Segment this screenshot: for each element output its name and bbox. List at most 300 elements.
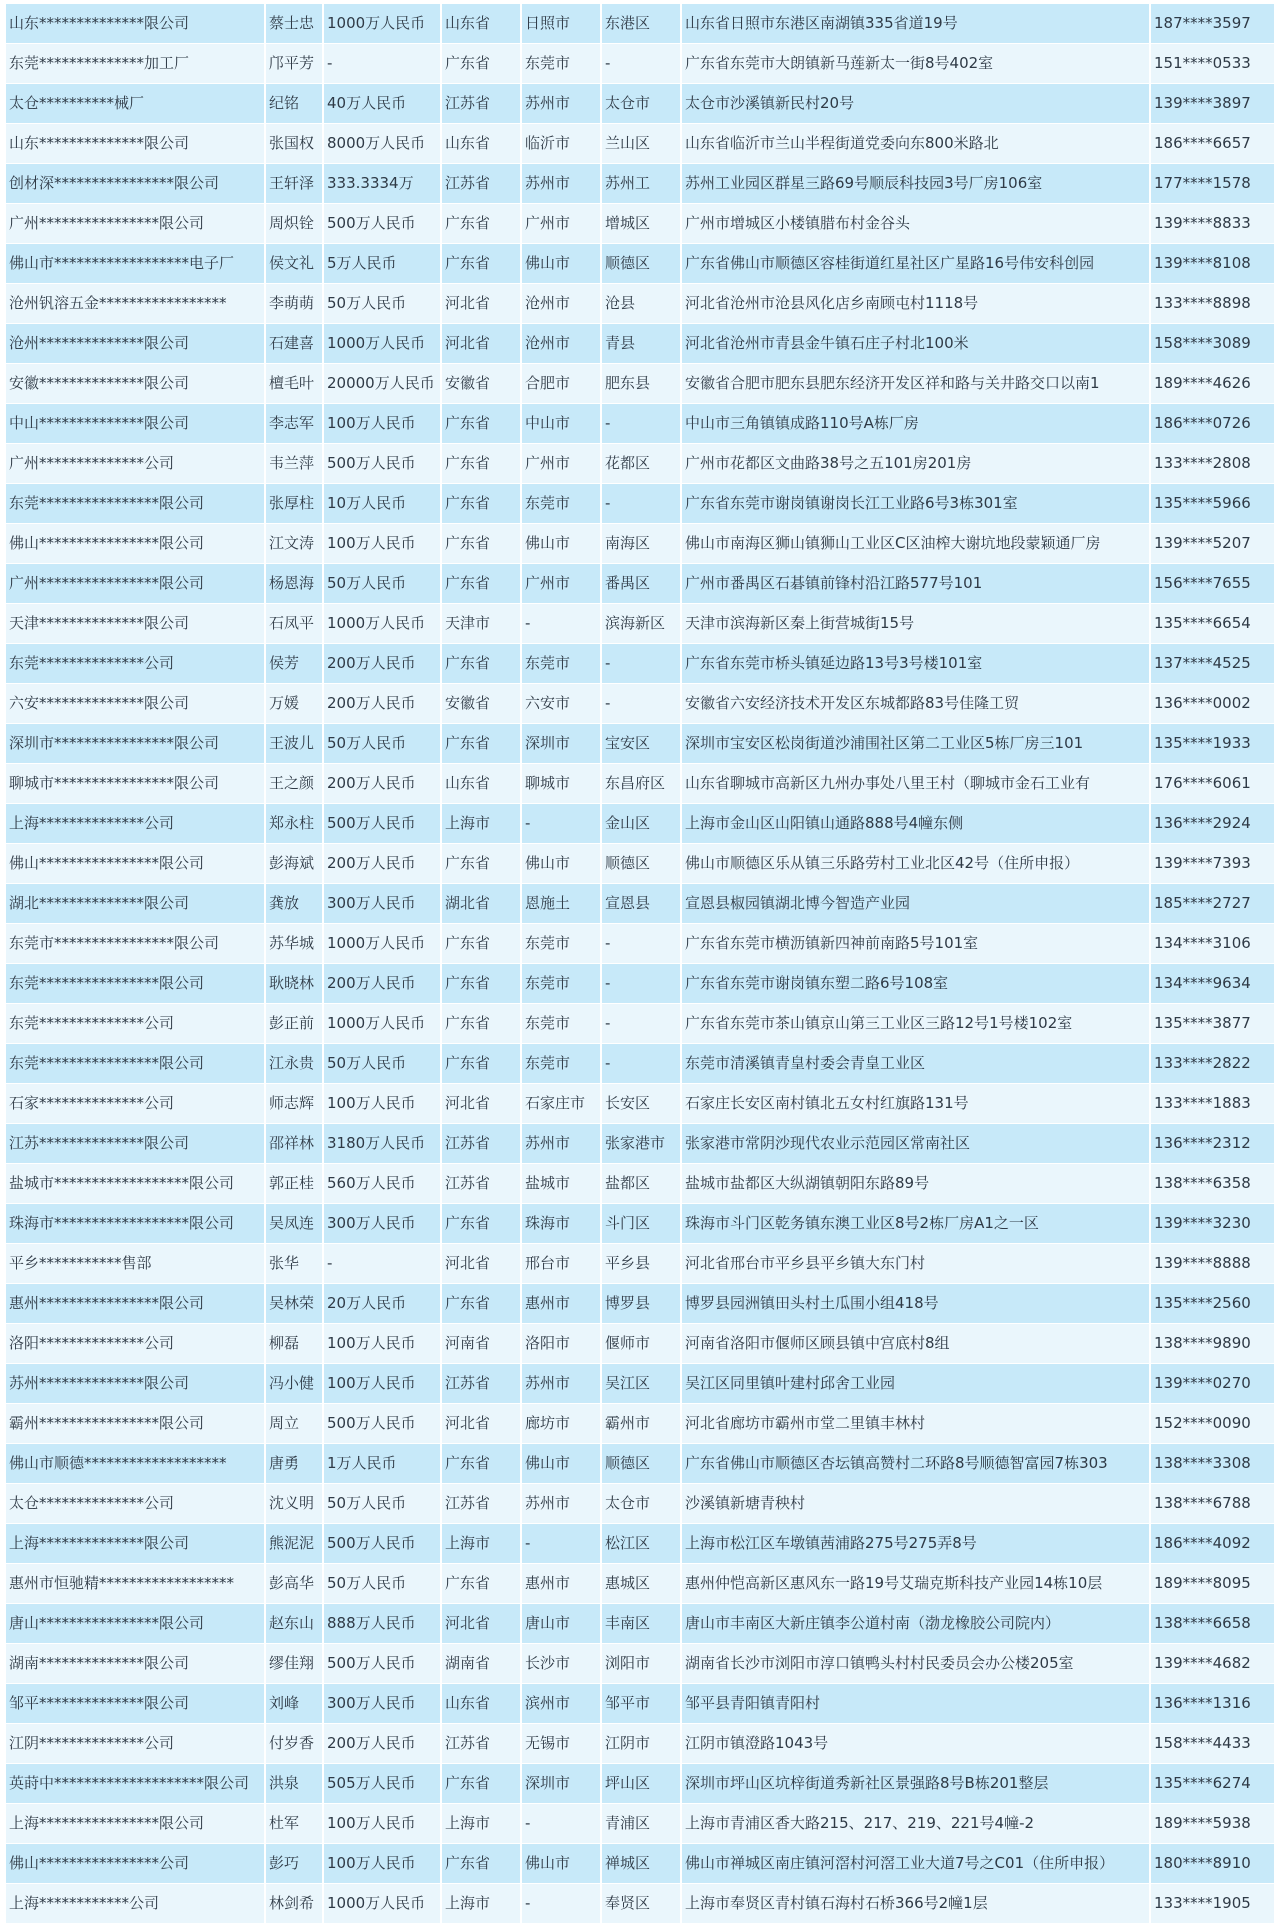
province-cell: 广东省 (442, 644, 522, 683)
legal-person-cell: 张国权 (266, 124, 324, 163)
registered-capital-cell: 500万人民币 (324, 804, 442, 843)
table-row (6, 1724, 1274, 1764)
table-row (6, 1684, 1274, 1724)
company-name-cell: 创材深****************限公司 (6, 164, 266, 203)
company-name-cell: 东莞**************加工厂 (6, 44, 266, 83)
registered-capital-cell: 50万人民币 (324, 1484, 442, 1523)
district-cell: 张家港市 (602, 1124, 682, 1163)
table-row (6, 324, 1274, 364)
province-cell: 河南省 (442, 1324, 522, 1363)
address-cell: 博罗县园洲镇田头村土瓜围小组418号 (682, 1284, 1151, 1323)
address-cell: 广州市花都区文曲路38号之五101房201房 (682, 444, 1151, 483)
address-cell: 河南省洛阳市偃师区顾县镇中宫底村8组 (682, 1324, 1151, 1363)
registered-capital-cell: 1000万人民币 (324, 924, 442, 963)
table-row (6, 204, 1274, 244)
phone-cell: 187****3597 (1154, 14, 1251, 32)
registered-capital-cell: 100万人民币 (324, 1804, 442, 1843)
province-cell: 湖南省 (442, 1644, 522, 1683)
phone-cell: 139****5207 (1154, 534, 1251, 552)
district-cell: 丰南区 (602, 1604, 682, 1643)
legal-person-cell: 付岁香 (266, 1724, 324, 1763)
phone-cell: 133****2822 (1154, 1054, 1251, 1072)
city-cell: 无锡市 (522, 1724, 602, 1763)
province-cell: 湖北省 (442, 884, 522, 923)
phone-cell: 151****0533 (1154, 54, 1251, 72)
table-row (6, 964, 1274, 1004)
province-cell: 广东省 (442, 1044, 522, 1083)
registered-capital-cell: - (324, 1244, 442, 1283)
city-cell: - (522, 804, 602, 843)
district-cell: 江阴市 (602, 1724, 682, 1763)
legal-person-cell: 侯文礼 (266, 244, 324, 283)
province-cell: 河北省 (442, 1244, 522, 1283)
address-cell: 河北省廊坊市霸州市堂二里镇丰林村 (682, 1404, 1151, 1443)
address-cell: 石家庄长安区南村镇北五女村红旗路131号 (682, 1084, 1151, 1123)
table-row (6, 1084, 1274, 1124)
table-row (6, 1644, 1274, 1684)
district-cell: 禅城区 (602, 1844, 682, 1883)
company-name-cell: 天津**************限公司 (6, 604, 266, 643)
city-cell: 佛山市 (522, 524, 602, 563)
table-row (6, 1244, 1274, 1284)
table-row (6, 1844, 1274, 1884)
registered-capital-cell: 560万人民币 (324, 1164, 442, 1203)
legal-person-cell: 江文涛 (266, 524, 324, 563)
company-name-cell: 深圳市****************限公司 (6, 724, 266, 763)
address-cell: 安徽省六安经济技术开发区东城都路83号佳隆工贸 (682, 684, 1151, 723)
province-cell: 江苏省 (442, 1364, 522, 1403)
table-row (6, 124, 1274, 164)
table-row (6, 884, 1274, 924)
table-row (6, 1764, 1274, 1804)
legal-person-cell: 王波儿 (266, 724, 324, 763)
registered-capital-cell: 333.3334万 (324, 164, 442, 203)
province-cell: 广东省 (442, 1564, 522, 1603)
legal-person-cell: 侯芳 (266, 644, 324, 683)
city-cell: 洛阳市 (522, 1324, 602, 1363)
company-name-cell: 湖北**************限公司 (6, 884, 266, 923)
phone-cell: 138****6358 (1154, 1174, 1251, 1192)
city-cell: 东莞市 (522, 924, 602, 963)
province-cell: 广东省 (442, 924, 522, 963)
province-cell: 广东省 (442, 844, 522, 883)
table-row (6, 364, 1274, 404)
registered-capital-cell: 200万人民币 (324, 844, 442, 883)
registered-capital-cell: 500万人民币 (324, 1524, 442, 1563)
company-name-cell: 佛山****************公司 (6, 1844, 266, 1883)
company-name-cell: 洛阳**************公司 (6, 1324, 266, 1363)
address-cell: 广东省东莞市横沥镇新四神前南路5号101室 (682, 924, 1151, 963)
province-cell: 山东省 (442, 124, 522, 163)
phone-cell: 186****0726 (1154, 414, 1251, 432)
registered-capital-cell: 50万人民币 (324, 284, 442, 323)
legal-person-cell: 彭巧 (266, 1844, 324, 1883)
province-cell: 江苏省 (442, 1724, 522, 1763)
legal-person-cell: 唐勇 (266, 1444, 324, 1483)
phone-cell: 139****8108 (1154, 254, 1251, 272)
city-cell: 佛山市 (522, 1844, 602, 1883)
phone-cell: 186****4092 (1154, 1534, 1251, 1552)
phone-cell: 139****0270 (1154, 1374, 1251, 1392)
address-cell: 广东省佛山市顺德区杏坛镇高赞村二环路8号顺德智富园7栋303 (682, 1444, 1151, 1483)
legal-person-cell: 缪佳翔 (266, 1644, 324, 1683)
province-cell: 上海市 (442, 1524, 522, 1563)
legal-person-cell: 杜军 (266, 1804, 324, 1843)
province-cell: 广东省 (442, 1204, 522, 1243)
district-cell: 番禺区 (602, 564, 682, 603)
phone-cell: 185****2727 (1154, 894, 1251, 912)
city-cell: 深圳市 (522, 724, 602, 763)
city-cell: 苏州市 (522, 84, 602, 123)
address-cell: 湖南省长沙市浏阳市淳口镇鸭头村村民委员会办公楼205室 (682, 1644, 1151, 1683)
district-cell: - (602, 1004, 682, 1043)
district-cell: 松江区 (602, 1524, 682, 1563)
registered-capital-cell: 1万人民币 (324, 1444, 442, 1483)
legal-person-cell: 沈义明 (266, 1484, 324, 1523)
province-cell: 江苏省 (442, 1164, 522, 1203)
phone-cell: 138****9890 (1154, 1334, 1251, 1352)
city-cell: 东莞市 (522, 484, 602, 523)
legal-person-cell: 张华 (266, 1244, 324, 1283)
district-cell: 盐都区 (602, 1164, 682, 1203)
address-cell: 河北省沧州市青县金牛镇石庄子村北100米 (682, 324, 1151, 363)
phone-cell: 136****2312 (1154, 1134, 1251, 1152)
table-row (6, 644, 1274, 684)
address-cell: 广东省东莞市茶山镇京山第三工业区三路12号1号楼102室 (682, 1004, 1151, 1043)
company-name-cell: 邹平**************限公司 (6, 1684, 266, 1723)
table-row (6, 524, 1274, 564)
district-cell: - (602, 924, 682, 963)
city-cell: 石家庄市 (522, 1084, 602, 1123)
phone-cell: 135****6274 (1154, 1774, 1251, 1792)
phone-cell: 189****8095 (1154, 1574, 1251, 1592)
legal-person-cell: 周立 (266, 1404, 324, 1443)
city-cell: 惠州市 (522, 1564, 602, 1603)
table-row (6, 1164, 1274, 1204)
phone-cell: 135****2560 (1154, 1294, 1251, 1312)
province-cell: 上海市 (442, 1804, 522, 1843)
address-cell: 盐城市盐都区大纵湖镇朝阳东路89号 (682, 1164, 1151, 1203)
district-cell: 顺德区 (602, 1444, 682, 1483)
city-cell: 盐城市 (522, 1164, 602, 1203)
legal-person-cell: 师志辉 (266, 1084, 324, 1123)
registered-capital-cell: 200万人民币 (324, 684, 442, 723)
legal-person-cell: 赵东山 (266, 1604, 324, 1643)
phone-cell: 189****4626 (1154, 374, 1251, 392)
company-name-cell: 沧州钒溶五金***************** (6, 284, 266, 323)
phone-cell: 136****2924 (1154, 814, 1251, 832)
province-cell: 河北省 (442, 284, 522, 323)
phone-cell: 180****8910 (1154, 1854, 1251, 1872)
address-cell: 佛山市禅城区南庄镇河滘村河滘工业大道7号之C01（住所申报） (682, 1844, 1151, 1883)
address-cell: 珠海市斗门区乾务镇东澳工业区8号2栋厂房A1之一区 (682, 1204, 1151, 1243)
table-row (6, 804, 1274, 844)
company-name-cell: 山东**************限公司 (6, 4, 266, 43)
legal-person-cell: 苏华城 (266, 924, 324, 963)
registered-capital-cell: 50万人民币 (324, 724, 442, 763)
address-cell: 广州市增城区小楼镇腊布村金谷头 (682, 204, 1151, 243)
registered-capital-cell: 500万人民币 (324, 204, 442, 243)
registered-capital-cell: 200万人民币 (324, 764, 442, 803)
address-cell: 山东省临沂市兰山半程街道党委向东800米路北 (682, 124, 1151, 163)
legal-person-cell: 石建喜 (266, 324, 324, 363)
registered-capital-cell: 100万人民币 (324, 1844, 442, 1883)
company-name-cell: 盐城市******************限公司 (6, 1164, 266, 1203)
province-cell: 广东省 (442, 964, 522, 1003)
company-name-cell: 安徽**************限公司 (6, 364, 266, 403)
address-cell: 唐山市丰南区大新庄镇李公道村南（渤龙橡胶公司院内） (682, 1604, 1151, 1643)
district-cell: 吴江区 (602, 1364, 682, 1403)
city-cell: 合肥市 (522, 364, 602, 403)
registered-capital-cell: 200万人民币 (324, 644, 442, 683)
phone-cell: 136****0002 (1154, 694, 1251, 712)
address-cell: 天津市滨海新区秦上街营城街15号 (682, 604, 1151, 643)
district-cell: 博罗县 (602, 1284, 682, 1323)
table-row (6, 1204, 1274, 1244)
registered-capital-cell: 100万人民币 (324, 404, 442, 443)
province-cell: 河北省 (442, 324, 522, 363)
city-cell: 广州市 (522, 444, 602, 483)
legal-person-cell: 龚放 (266, 884, 324, 923)
table-row (6, 764, 1274, 804)
province-cell: 山东省 (442, 764, 522, 803)
phone-cell: 135****1933 (1154, 734, 1251, 752)
company-name-cell: 东莞**************公司 (6, 1004, 266, 1043)
registered-capital-cell: 100万人民币 (324, 1324, 442, 1363)
table-row (6, 1004, 1274, 1044)
province-cell: 江苏省 (442, 1484, 522, 1523)
city-cell: 中山市 (522, 404, 602, 443)
city-cell: 东莞市 (522, 644, 602, 683)
company-name-cell: 霸州****************限公司 (6, 1404, 266, 1443)
address-cell: 上海市奉贤区青村镇石海村石桥366号2幢1层 (682, 1884, 1151, 1923)
legal-person-cell: 石凤平 (266, 604, 324, 643)
registered-capital-cell: 1000万人民币 (324, 1884, 442, 1923)
phone-cell: 139****8888 (1154, 1254, 1251, 1272)
legal-person-cell: 林剑希 (266, 1884, 324, 1923)
legal-person-cell: 吴林荣 (266, 1284, 324, 1323)
company-name-cell: 六安**************限公司 (6, 684, 266, 723)
address-cell: 广东省东莞市谢岗镇谢岗长江工业路6号3栋301室 (682, 484, 1151, 523)
district-cell: - (602, 644, 682, 683)
phone-cell: 139****7393 (1154, 854, 1251, 872)
province-cell: 广东省 (442, 564, 522, 603)
legal-person-cell: 耿晓林 (266, 964, 324, 1003)
city-cell: - (522, 1804, 602, 1843)
province-cell: 山东省 (442, 1684, 522, 1723)
legal-person-cell: 檀毛叶 (266, 364, 324, 403)
district-cell: 青浦区 (602, 1804, 682, 1843)
phone-cell: 134****9634 (1154, 974, 1251, 992)
address-cell: 佛山市南海区狮山镇狮山工业区C区油榨大谢坑地段蒙颖通厂房 (682, 524, 1151, 563)
district-cell: 花都区 (602, 444, 682, 483)
table-row (6, 84, 1274, 124)
phone-cell: 139****4682 (1154, 1654, 1251, 1672)
company-name-cell: 广州**************公司 (6, 444, 266, 483)
city-cell: 邢台市 (522, 1244, 602, 1283)
district-cell: 太仓市 (602, 84, 682, 123)
address-cell: 东莞市清溪镇青皇村委会青皇工业区 (682, 1044, 1151, 1083)
address-cell: 沙溪镇新塘青秧村 (682, 1484, 1151, 1523)
province-cell: 广东省 (442, 404, 522, 443)
city-cell: 广州市 (522, 204, 602, 243)
phone-cell: 186****6657 (1154, 134, 1251, 152)
company-table (6, 4, 1274, 1924)
registered-capital-cell: 100万人民币 (324, 524, 442, 563)
address-cell: 上海市松江区车墩镇茜浦路275号275弄8号 (682, 1524, 1151, 1563)
table-row (6, 1124, 1274, 1164)
table-row (6, 1524, 1274, 1564)
city-cell: 聊城市 (522, 764, 602, 803)
registered-capital-cell: 50万人民币 (324, 564, 442, 603)
address-cell: 安徽省合肥市肥东县肥东经济开发区祥和路与关井路交口以南1 (682, 364, 1151, 403)
company-name-cell: 东莞****************限公司 (6, 1044, 266, 1083)
table-row (6, 4, 1274, 44)
city-cell: 滨州市 (522, 1684, 602, 1723)
province-cell: 山东省 (442, 4, 522, 43)
district-cell: 宣恩县 (602, 884, 682, 923)
legal-person-cell: 彭高华 (266, 1564, 324, 1603)
legal-person-cell: 韦兰萍 (266, 444, 324, 483)
table-row (6, 1404, 1274, 1444)
district-cell: 顺德区 (602, 244, 682, 283)
city-cell: 唐山市 (522, 1604, 602, 1643)
legal-person-cell: 周炽铨 (266, 204, 324, 243)
registered-capital-cell: 1000万人民币 (324, 4, 442, 43)
company-name-cell: 太仓**********械厂 (6, 84, 266, 123)
registered-capital-cell: 1000万人民币 (324, 604, 442, 643)
city-cell: 珠海市 (522, 1204, 602, 1243)
company-name-cell: 江阴**************公司 (6, 1724, 266, 1763)
company-name-cell: 山东**************限公司 (6, 124, 266, 163)
district-cell: 兰山区 (602, 124, 682, 163)
address-cell: 中山市三角镇镇成路110号A栋厂房 (682, 404, 1151, 443)
address-cell: 上海市金山区山阳镇山通路888号4幢东侧 (682, 804, 1151, 843)
province-cell: 广东省 (442, 244, 522, 283)
province-cell: 广东省 (442, 1764, 522, 1803)
legal-person-cell: 郭正桂 (266, 1164, 324, 1203)
district-cell: 肥东县 (602, 364, 682, 403)
phone-cell: 138****6658 (1154, 1614, 1251, 1632)
province-cell: 河北省 (442, 1084, 522, 1123)
city-cell: - (522, 604, 602, 643)
district-cell: 顺德区 (602, 844, 682, 883)
table-row (6, 724, 1274, 764)
company-name-cell: 佛山****************限公司 (6, 844, 266, 883)
registered-capital-cell: 500万人民币 (324, 1404, 442, 1443)
district-cell: 浏阳市 (602, 1644, 682, 1683)
province-cell: 广东省 (442, 444, 522, 483)
district-cell: - (602, 964, 682, 1003)
table-row (6, 1044, 1274, 1084)
province-cell: 安徽省 (442, 684, 522, 723)
registered-capital-cell: 5万人民币 (324, 244, 442, 283)
registered-capital-cell: 200万人民币 (324, 964, 442, 1003)
table-row (6, 1604, 1274, 1644)
address-cell: 山东省聊城市高新区九州办事处八里王村（聊城市金石工业有 (682, 764, 1151, 803)
registered-capital-cell: 1000万人民币 (324, 324, 442, 363)
table-row (6, 1444, 1274, 1484)
district-cell: 东港区 (602, 4, 682, 43)
legal-person-cell: 冯小健 (266, 1364, 324, 1403)
city-cell: - (522, 1524, 602, 1563)
company-name-cell: 上海************公司 (6, 1884, 266, 1923)
legal-person-cell: 蔡士忠 (266, 4, 324, 43)
legal-person-cell: 郑永柱 (266, 804, 324, 843)
address-cell: 佛山市顺德区乐从镇三乐路劳村工业北区42号（住所申报） (682, 844, 1151, 883)
registered-capital-cell: 100万人民币 (324, 1364, 442, 1403)
company-name-cell: 广州****************限公司 (6, 204, 266, 243)
district-cell: - (602, 404, 682, 443)
province-cell: 广东省 (442, 524, 522, 563)
address-cell: 上海市青浦区香大路215、217、219、221号4幢-2 (682, 1804, 1151, 1843)
phone-cell: 138****6788 (1154, 1494, 1251, 1512)
registered-capital-cell: 300万人民币 (324, 1204, 442, 1243)
phone-cell: 135****6654 (1154, 614, 1251, 632)
city-cell: 苏州市 (522, 1364, 602, 1403)
company-name-cell: 平乡***********售部 (6, 1244, 266, 1283)
legal-person-cell: 邵祥林 (266, 1124, 324, 1163)
province-cell: 上海市 (442, 804, 522, 843)
city-cell: 苏州市 (522, 1124, 602, 1163)
company-name-cell: 上海**************公司 (6, 804, 266, 843)
company-name-cell: 中山**************限公司 (6, 404, 266, 443)
address-cell: 张家港市常阴沙现代农业示范园区常南社区 (682, 1124, 1151, 1163)
legal-person-cell: 吴凤连 (266, 1204, 324, 1243)
district-cell: 滨海新区 (602, 604, 682, 643)
address-cell: 苏州工业园区群星三路69号顺辰科技园3号厂房106室 (682, 164, 1151, 203)
city-cell: 恩施土 (522, 884, 602, 923)
address-cell: 宣恩县椒园镇湖北博今智造产业园 (682, 884, 1151, 923)
registered-capital-cell: 10万人民币 (324, 484, 442, 523)
phone-cell: 177****1578 (1154, 174, 1251, 192)
company-name-cell: 江苏**************限公司 (6, 1124, 266, 1163)
table-row (6, 44, 1274, 84)
phone-cell: 139****8833 (1154, 214, 1251, 232)
table-row (6, 1804, 1274, 1844)
address-cell: 吴江区同里镇叶建村邱舍工业园 (682, 1364, 1151, 1403)
phone-cell: 189****5938 (1154, 1814, 1251, 1832)
province-cell: 天津市 (442, 604, 522, 643)
phone-cell: 133****1905 (1154, 1894, 1251, 1912)
district-cell: 坪山区 (602, 1764, 682, 1803)
registered-capital-cell: 20000万人民币 (324, 364, 442, 403)
city-cell: 惠州市 (522, 1284, 602, 1323)
company-name-cell: 惠州市恒驰精****************** (6, 1564, 266, 1603)
address-cell: 广东省佛山市顺德区容桂街道红星社区广星路16号伟安科创园 (682, 244, 1151, 283)
table-row (6, 404, 1274, 444)
legal-person-cell: 熊泥泥 (266, 1524, 324, 1563)
company-name-cell: 太仓**************公司 (6, 1484, 266, 1523)
province-cell: 广东省 (442, 1284, 522, 1323)
province-cell: 江苏省 (442, 84, 522, 123)
company-name-cell: 佛山****************限公司 (6, 524, 266, 563)
registered-capital-cell: 100万人民币 (324, 1084, 442, 1123)
legal-person-cell: 万媛 (266, 684, 324, 723)
company-name-cell: 佛山市顺德******************* (6, 1444, 266, 1483)
registered-capital-cell: 200万人民币 (324, 1724, 442, 1763)
address-cell: 广东省东莞市桥头镇延边路13号3号楼101室 (682, 644, 1151, 683)
city-cell: 临沂市 (522, 124, 602, 163)
company-name-cell: 佛山市******************电子厂 (6, 244, 266, 283)
table-row (6, 684, 1274, 724)
address-cell: 河北省邢台市平乡县平乡镇大东门村 (682, 1244, 1151, 1283)
address-cell: 深圳市坪山区坑梓街道秀新社区景强路8号B栋201整层 (682, 1764, 1151, 1803)
company-name-cell: 东莞****************限公司 (6, 484, 266, 523)
district-cell: - (602, 684, 682, 723)
province-cell: 广东省 (442, 1004, 522, 1043)
address-cell: 广东省东莞市大朗镇新马莲新太一街8号402室 (682, 44, 1151, 83)
